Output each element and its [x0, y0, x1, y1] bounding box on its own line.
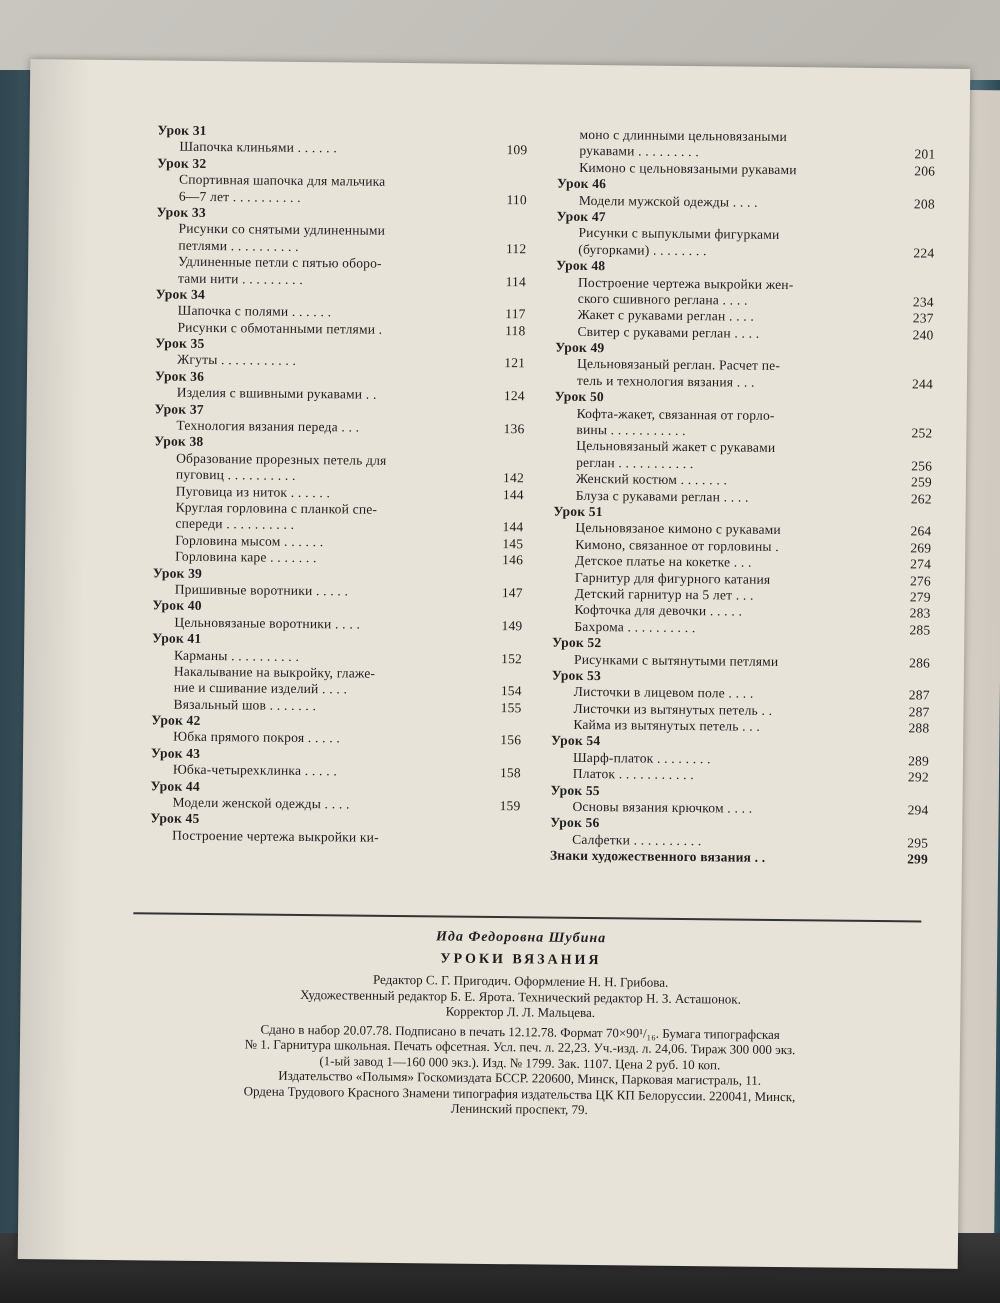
book-page: [18, 59, 971, 1269]
toc-entry-text: Образование прорезных петель для: [176, 450, 387, 468]
toc-entry-text: моно с длинными цельновязаными: [579, 126, 788, 145]
toc-page-number: 117: [505, 306, 526, 322]
toc-page-number: 154: [500, 683, 522, 699]
toc-entry-text: Урок 38: [154, 433, 204, 450]
toc-entry-text: Изделия с вшивными рукавами . .: [176, 384, 377, 403]
toc-entry-text: Вязальный шов . . . . . . .: [173, 696, 317, 713]
toc-page-number: 149: [501, 617, 523, 634]
toc-entry-text: Кайма из вытянутых петель . . .: [573, 716, 761, 734]
toc-entry-text: Женский костюм . . . . . . .: [575, 471, 728, 488]
toc-entry-text: (бугорками) . . . . . . . .: [578, 241, 707, 258]
toc-entry-text: Бахрома . . . . . . . . . .: [574, 618, 696, 635]
toc-entry-text: Модели женской одежды . . . .: [172, 794, 350, 812]
toc-lesson-heading: [550, 848, 928, 868]
toc-page-number: 147: [501, 585, 523, 601]
toc-entry-text: Урок 32: [157, 155, 207, 171]
toc-entry-text: Горловина каре . . . . . . .: [175, 548, 317, 566]
toc-entry-text: Карманы . . . . . . . . . .: [174, 647, 300, 664]
toc-entry-text: Юбка-четырехклинка . . . . .: [172, 761, 338, 779]
divider-rule: [133, 912, 921, 922]
toc-page-number: 283: [909, 605, 931, 621]
toc-entry-text: Урок 51: [553, 503, 603, 520]
toc-page-number: 292: [907, 769, 929, 785]
toc-entry-text: Урок 40: [152, 597, 202, 614]
toc-entry-text: Урок 35: [155, 335, 205, 352]
toc-entry-text: Платок . . . . . . . . . . .: [572, 766, 694, 783]
toc-page-number: 145: [502, 535, 524, 552]
toc-entry-text: Урок 53: [551, 667, 602, 684]
credits-line: Редактор С. Г. Пригодич. Оформление Н. Н. Грибова.: [372, 971, 669, 990]
toc-entry-text: Жакет с рукавами реглан . . . .: [577, 307, 755, 325]
toc-entry-text: Пуговица из ниток . . . . . .: [175, 483, 331, 500]
credits-line: Корректор Л. Л. Мальцева.: [445, 1003, 596, 1021]
toc-page-number: 144: [502, 486, 524, 502]
toc-entry-text: Удлиненные петли с пятью оборо-: [178, 253, 382, 271]
toc-entry-text: Урок 42: [151, 712, 201, 728]
toc-entry-text: Цельновязаное кимоно с рукавами: [575, 520, 781, 538]
toc-entry-text: Детский гарнитур на 5 лет . . .: [574, 585, 754, 603]
toc-entry-text: Салфетки . . . . . . . . . .: [572, 831, 702, 848]
toc-page-number: 156: [500, 732, 522, 748]
toc-entry-text: Урок 37: [154, 401, 204, 417]
toc-entry-text: Рисунки со снятыми удлиненными: [178, 221, 386, 239]
publication-details: [119, 1020, 920, 1121]
toc-page-number: 155: [500, 699, 522, 715]
toc-page-number: 112: [505, 240, 527, 257]
toc-entry-text: Основы вязания крючком . . . .: [572, 798, 753, 816]
toc-left-column: [150, 122, 528, 847]
toc-entry-text: Горловина мысом . . . . . .: [175, 532, 324, 549]
toc-entry-text: Шапочка клиньями . . . . . .: [179, 139, 338, 156]
toc-entry-text: Рисунки с обмотанными петлями .: [177, 319, 383, 337]
toc-page-number: 152: [501, 650, 523, 666]
toc-entry-text: Детское платье на кокетке . . .: [575, 553, 752, 570]
toc-entry-text: вины . . . . . . . . . . .: [576, 421, 686, 439]
toc-page-number: 244: [912, 376, 934, 392]
toc-entry-text: Цельновязаный реглан. Расчет пе-: [577, 356, 781, 374]
toc-entry-text: Построение чертежа выкройки ки-: [172, 827, 379, 845]
toc-entry-text: Шапочка с полями . . . . . .: [177, 302, 332, 320]
toc-entry-text: Урок 56: [550, 815, 600, 831]
credits-block: [120, 969, 920, 1024]
toc-page-number: 240: [912, 327, 934, 343]
toc-page-number: 252: [911, 425, 933, 441]
toc-page-number: 259: [910, 474, 933, 490]
details-line: Ленинский проспект, 79.: [450, 1100, 588, 1118]
toc-page-number: 256: [911, 458, 933, 474]
toc-page-number: 287: [908, 704, 930, 720]
toc-entry-text: Спортивная шапочка для мальчика: [178, 171, 386, 190]
book-title: УРОКИ ВЯЗАНИЯ: [440, 950, 602, 968]
toc-entry-text: Кимоно, связанное от горловины .: [575, 536, 779, 554]
toc-page-number: 262: [910, 490, 932, 507]
author-name: Ида Федоровна Шубина: [435, 929, 607, 947]
toc-page-number: 114: [505, 273, 527, 289]
toc-page-number: 158: [499, 765, 521, 781]
toc-page-number: 109: [506, 142, 528, 158]
toc-entry-text: Модели мужской одежды . . . .: [578, 192, 758, 210]
toc-entry-text: Урок 41: [152, 630, 202, 647]
toc-entry-text: Урок 45: [150, 810, 200, 827]
toc-entry-text: Урок 46: [556, 175, 607, 192]
details-line: (1-ый завод 1—160 000 экз.). Изд. № 1799. Зак. 1107. Цена 2 руб. 10 коп.: [319, 1052, 721, 1072]
toc-entry-text: Юбка прямого покроя . . . . .: [173, 729, 341, 746]
toc-entry-text: Урок 55: [550, 782, 600, 798]
toc-page-number: 279: [909, 589, 931, 605]
toc-page-number: 144: [502, 519, 524, 535]
toc-entry-text: Урок 44: [150, 778, 200, 794]
toc-page-number: 288: [908, 720, 930, 736]
toc-page-number: 274: [910, 556, 932, 572]
toc-entry-text: ние и сшивание изделий . . . .: [173, 679, 348, 697]
toc-entry-text: Листочки в лицевом поле . . . .: [573, 684, 754, 701]
toc-entry-text: Урок 47: [556, 208, 606, 225]
toc-page-number: 124: [503, 388, 525, 404]
toc-page-number: 121: [504, 355, 526, 371]
toc-page-number: 146: [502, 552, 524, 568]
toc-entry-text: Кимоно с цельновязаными рукавами: [579, 159, 797, 177]
toc-page-number: 201: [914, 146, 936, 162]
toc-entry-text: Кофта-жакет, связанная от горло-: [576, 405, 775, 423]
toc-entry-text: ского сшивного реглана . . . .: [577, 290, 748, 308]
details-line: Сдано в набор 20.07.78. Подписано в печать 12.12.78. Формат 70×90¹/₁₆. Бумага типографская: [260, 1021, 780, 1042]
toc-entry-text: Урок 39: [152, 564, 203, 581]
toc-page-number: 237: [912, 310, 934, 326]
toc-entry-text: Круглая горловина с планкой спе-: [175, 499, 378, 517]
toc-entry-text: Кофточка для девочки . . . . .: [574, 602, 743, 619]
toc-entry-text: реглан . . . . . . . . . . .: [576, 454, 694, 471]
colophon: [119, 926, 921, 1121]
toc-entry-text: Пришивные воротники . . . . .: [174, 581, 349, 599]
toc-entry-text: Урок 54: [551, 733, 601, 749]
toc-entry-text: Урок 48: [556, 257, 606, 274]
toc-page-number: 299: [907, 851, 929, 867]
toc-entry-text: Накалывание на выкройку, глаже-: [173, 663, 376, 681]
toc-page-number: 276: [909, 572, 931, 589]
toc-entry-text: Урок 52: [552, 634, 602, 651]
toc-entry-text: Урок 33: [156, 204, 206, 220]
toc-entry-text: Шарф-платок . . . . . . . .: [572, 749, 711, 767]
toc-entry-text: тель и технология вязания . . .: [576, 372, 755, 390]
toc-entry-text: Урок 50: [554, 388, 605, 405]
page-shadow: [18, 59, 91, 1260]
toc-page-number: 289: [908, 753, 930, 769]
toc-entry-text: Знаки художественного вязания . .: [549, 847, 766, 866]
details-line: Ордена Трудового Красного Знамени типография издательства ЦК КП Белоруссии. 220041, Минск,: [243, 1082, 796, 1104]
toc-page-number: 287: [908, 687, 930, 703]
toc-page-number: 110: [506, 191, 527, 207]
toc-page-number: 264: [910, 523, 932, 539]
toc-page-number: 206: [914, 163, 936, 179]
toc-entry-text: тами нити . . . . . . . . .: [177, 270, 304, 287]
toc-page-number: 286: [909, 654, 931, 671]
toc-entry-text: Урок 43: [150, 745, 201, 761]
toc-entry-text: пуговиц . . . . . . . . . .: [175, 466, 296, 484]
toc-entry-text: Урок 36: [154, 368, 205, 384]
toc-page-number: 208: [913, 195, 935, 212]
toc-entry-text: Цельновязаный жакет с рукавами: [576, 438, 776, 456]
toc-entry-text: Урок 31: [157, 122, 207, 138]
toc-entry-text: Жгуты . . . . . . . . . . .: [177, 352, 297, 369]
credits-line: Художественный редактор Б. Е. Ярота. Технический редактор Н. З. Асташонок.: [300, 986, 741, 1007]
toc-entry-text: петлями . . . . . . . . . .: [178, 237, 299, 254]
toc-entry: [150, 827, 520, 847]
toc-entry-text: Блуза с рукавами реглан . . . .: [575, 487, 749, 505]
toc-page-number: 294: [907, 802, 929, 818]
toc-entry-text: Листочки из вытянутых петель . .: [573, 700, 773, 718]
details-line: № 1. Гарнитура школьная. Печать офсетная. Усл. печ. л. 22,23. Уч.-изд. л. 24,06. Тираж 300 000 экз.: [244, 1036, 796, 1058]
toc-entry-text: Свитер с рукавами реглан . . . .: [577, 323, 760, 341]
toc-entry-text: спереди . . . . . . . . . .: [175, 516, 295, 533]
toc-entry-text: 6—7 лет . . . . . . . . . .: [178, 188, 301, 205]
toc-entry-text: Цельновязаные воротники . . . .: [174, 614, 361, 632]
toc-page-number: 224: [913, 245, 935, 261]
toc-page-number: 285: [909, 622, 931, 638]
toc-entry-text: Гарнитур для фигурного катания: [574, 569, 771, 587]
toc-entry-text: Рисунки с выпуклыми фигурками: [578, 225, 780, 243]
toc-page-number: 234: [912, 294, 934, 310]
toc-right-column: [550, 127, 936, 868]
toc-page-number: 136: [503, 421, 525, 437]
toc-entry-text: Рисунками с вытянутыми петлями: [573, 651, 779, 669]
toc-page-number: 269: [910, 540, 932, 556]
toc-page-number: 295: [907, 835, 929, 851]
toc-page-number: 118: [505, 322, 526, 338]
details-line: Издательство «Полымя» Госкомиздата БССР. 220600, Минск, Парковая магистраль, 11.: [278, 1067, 762, 1088]
toc-entry-text: Урок 49: [555, 339, 605, 356]
toc-page-number: 142: [503, 470, 525, 486]
toc-page-number: 159: [499, 798, 521, 814]
toc-entry-text: Технология вязания переда . . .: [176, 417, 360, 435]
toc-entry-text: Построение чертежа выкройки жен-: [577, 274, 794, 292]
toc-entry-text: Урок 34: [155, 286, 206, 302]
toc-entry-text: рукавами . . . . . . . . .: [579, 143, 700, 160]
